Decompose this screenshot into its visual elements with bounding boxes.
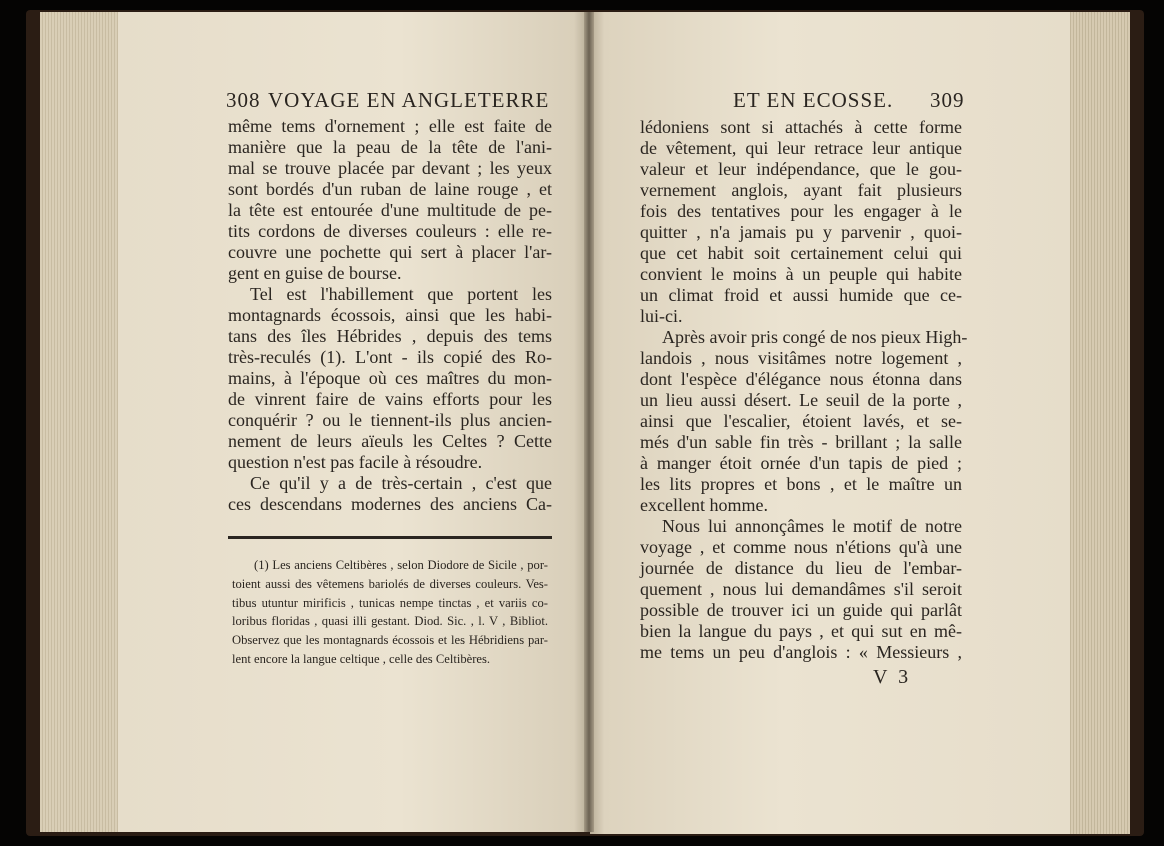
text-line: tits cordons de diverses couleurs : elle re- xyxy=(228,221,552,241)
footnote-rule xyxy=(228,536,552,539)
text-line: quement , nous lui demandâmes s'il seroit xyxy=(640,579,962,599)
right-page-number: 309 xyxy=(930,88,965,112)
page-edges-left xyxy=(40,12,130,832)
text-line: un lieu aussi désert. Le seuil de la porte , xyxy=(640,390,962,410)
text-line: lent encore la langue celtique , celle des Celtibères. xyxy=(232,651,491,666)
signature-mark: V 3 xyxy=(873,666,912,688)
text-line: toient aussi des vêtemens bariolés de diverses couleurs. Ves- xyxy=(232,576,548,591)
text-line: més d'un sable fin très - brillant ; la salle xyxy=(640,432,962,452)
text-line: couvre une pochette qui sert à placer l'ar- xyxy=(228,242,552,262)
text-line: montagnards écossois, ainsi que les habi- xyxy=(228,305,552,325)
left-running-head: VOYAGE EN ANGLETERRE xyxy=(268,88,550,112)
text-line: valeur et leur indépendance, que le gou- xyxy=(640,159,962,179)
text-line: conquérir ? ou le tiennent-ils plus ancien- xyxy=(228,410,552,430)
text-line: mal se trouve placée par devant ; les yeux xyxy=(228,158,552,178)
text-line: les lits propres et bons , et le maître un xyxy=(640,474,962,494)
right-running-head: ET EN ECOSSE. xyxy=(733,88,894,112)
text-line: fois des tentatives pour les engager à le xyxy=(640,201,962,221)
text-line: lui-ci. xyxy=(640,306,683,326)
text-line: mains, à l'époque où ces maîtres du mon- xyxy=(228,368,552,388)
text-line: nement de leurs aïeuls les Celtes ? Cette xyxy=(228,431,552,451)
text-line: ces descendans modernes des anciens Ca- xyxy=(228,494,552,514)
text-line: à manger étoit ornée d'un tapis de pied ; xyxy=(640,453,962,473)
text-line: sont bordés d'un ruban de laine rouge , et xyxy=(228,179,552,199)
text-line: un climat froid et aussi humide que ce- xyxy=(640,285,962,305)
text-line: loribus floridas , quasi illi gestant. Diod. Sic. , l. V , Bibliot. xyxy=(232,614,548,629)
text-line: landois , nous visitâmes notre logement , xyxy=(640,348,962,368)
text-line: quitter , n'a jamais pu y parvenir , quoi- xyxy=(640,222,962,242)
left-page-text xyxy=(228,116,552,515)
text-line: vernement anglois, ayant fait plusieurs xyxy=(640,180,962,200)
text-line: ainsi que l'escalier, étoient lavés, et se- xyxy=(640,411,962,431)
text-line: dont l'espèce d'élégance nous étonna dans xyxy=(640,369,962,389)
text-line: Ce qu'il y a de très-certain , c'est que xyxy=(250,473,552,493)
text-line: manière que la peau de la tête de l'ani- xyxy=(228,137,552,157)
text-line: de vinrent faire de vains efforts pour les xyxy=(228,389,552,409)
text-line: me tems un peu d'anglois : « Messieurs , xyxy=(640,642,962,662)
left-page-number: 308 xyxy=(226,88,261,112)
text-line: Observez que les montagnards écossois et les Hébridiens par- xyxy=(232,633,548,648)
text-line: excellent homme. xyxy=(640,495,768,515)
right-page-text xyxy=(640,117,968,663)
text-line: Tel est l'habillement que portent les xyxy=(250,284,552,304)
text-line: tibus utuntur mirificis , tunicas nempe tinctas , et variis co- xyxy=(232,595,548,610)
text-line: Après avoir pris congé de nos pieux High- xyxy=(662,327,968,347)
text-line: Nous lui annonçâmes le motif de notre xyxy=(662,516,962,536)
text-line: lédoniens sont si attachés à cette forme xyxy=(640,117,962,137)
text-line: possible de trouver ici un guide qui parlât xyxy=(640,600,962,620)
text-line: (1) Les anciens Celtibères , selon Diodore de Sicile , por- xyxy=(254,558,548,572)
text-line: bien la langue du pays , et qui sut en mê- xyxy=(640,621,962,641)
text-line: convient le moins à un peuple qui habite xyxy=(640,264,962,284)
footnote xyxy=(232,556,548,669)
text-line: journée de distance du lieu de l'embar- xyxy=(640,558,962,578)
text-line: voyage , et comme nous n'étions qu'à une xyxy=(640,537,962,557)
text-line: même tems d'ornement ; elle est faite de xyxy=(228,116,552,136)
text-line: que cet habit soit certainement celui qui xyxy=(640,243,962,263)
page-edges-right xyxy=(1062,12,1130,834)
text-line: tans des îles Hébrides , depuis des tems xyxy=(228,326,552,346)
text-line: de vêtement, qui leur retrace leur antique xyxy=(640,138,962,158)
text-line: la tête est entourée d'une multitude de pe- xyxy=(228,200,552,220)
book-gutter xyxy=(584,12,594,832)
text-line: gent en guise de bourse. xyxy=(228,263,402,283)
text-line: question n'est pas facile à résoudre. xyxy=(228,452,483,472)
text-line: très-reculés (1). L'ont - ils copié des Ro- xyxy=(228,347,552,367)
